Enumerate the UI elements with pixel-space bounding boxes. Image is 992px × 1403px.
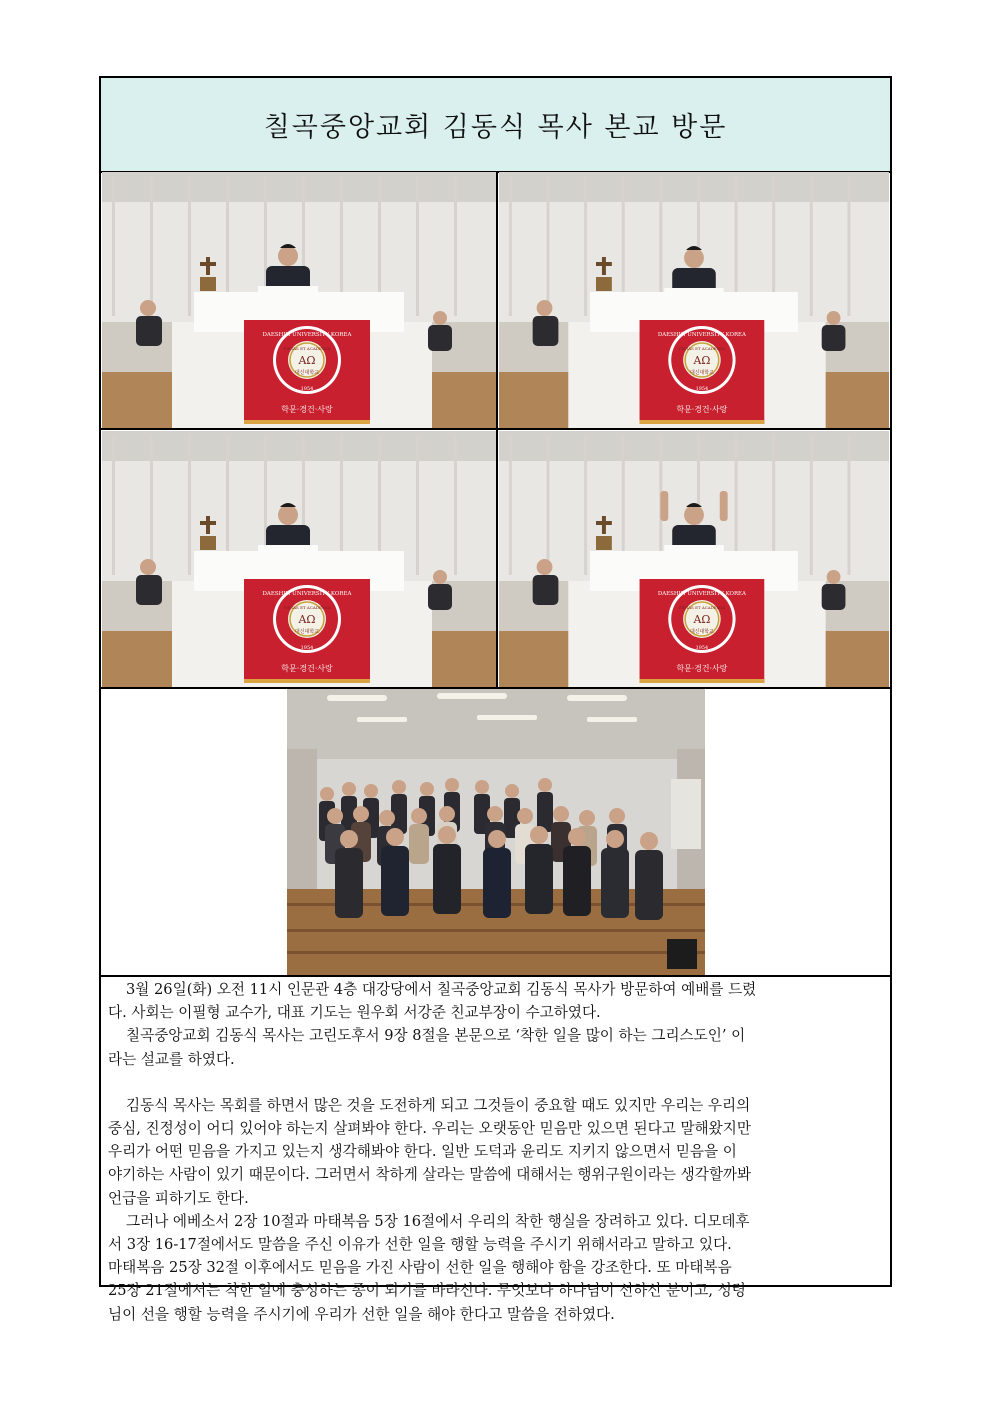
grid-divider-horizontal xyxy=(101,428,890,430)
banner-motto: PIETAS ET ACADEMIA xyxy=(678,604,726,611)
title-bar xyxy=(101,78,890,173)
text-line: 그러나 에베소서 2장 10절과 마태복음 5장 16절에서 우리의 착한 행실을 장려하고 있다. 디모데후 xyxy=(126,1212,750,1230)
banner-motto: PIETAS ET ACADEMIA xyxy=(283,605,331,610)
text-line: 우리가 어떤 믿음을 가지고 있는지 생각해봐야 한다. 일반 도덕과 윤리도 지키지 않으면서 믿음을 이 xyxy=(108,1143,737,1161)
banner-university: DAESHIN UNIVERSITY KOREA xyxy=(262,332,352,338)
banner-year: 1954 xyxy=(300,645,314,651)
photo-grid xyxy=(101,171,890,689)
banner-year: 1954 xyxy=(695,385,709,393)
banner-motto: PIETAS ET ACADEMIA xyxy=(283,346,331,351)
chapel-photo-image xyxy=(499,172,889,428)
banner-korean-name: 대신대학교 xyxy=(294,370,320,376)
document-frame xyxy=(99,76,892,1323)
text-line: 다. 사회는 이필형 교수가, 대표 기도는 원우회 서강준 친교부장이 수고하였다. xyxy=(108,1004,601,1022)
text-line: 3월 26일(화) 오전 11시 인문관 4층 대강당에서 칠곡중앙교회 김동식 목사가 방문하여 예배를 드렸 xyxy=(126,981,757,998)
banner-korean-name: 대신대학교 xyxy=(689,628,714,636)
banner-slogan: 학문·경건·사랑 xyxy=(676,663,728,674)
text-line: 25장 21절에서는 착한 일에 충성하는 종이 되기를 바라신다. 무엇보다 하나님이 선하신 분이고, 성령 xyxy=(108,1282,746,1300)
article-paragraph-4 xyxy=(108,1210,883,1326)
text-line: 서 3장 16-17절에서도 말씀을 주신 이유가 선한 일을 행할 능력을 주시기 위해서라고 말하고 있다. xyxy=(108,1236,732,1254)
banner-year: 1954 xyxy=(300,386,314,392)
text-line: 언급을 피하기도 한다. xyxy=(108,1189,249,1207)
text-line: 칠곡중앙교회 김동식 목사는 고린도후서 9장 8절을 본문으로 ‘착한 일을 많이 하는 그리스도인’ 이 xyxy=(126,1027,746,1045)
photo-pastor-speaking xyxy=(102,431,496,687)
article-paragraph-2 xyxy=(108,1024,883,1070)
group-photo-image xyxy=(287,689,705,975)
text-line: 님이 선을 행할 능력을 주시기에 우리가 선한 일을 해야 한다고 말씀을 전하였다. xyxy=(108,1305,615,1323)
group-photo xyxy=(287,689,705,975)
banner-motto: PIETAS ET ACADEMIA xyxy=(678,345,726,352)
text-line: 중심, 진정성이 어디 있어야 하는지 살펴봐야 한다. 우리는 오랫동안 믿음만 있으면 된다고 말해왔지만 xyxy=(108,1120,751,1138)
banner-university: DAESHIN UNIVERSITY KOREA xyxy=(657,590,746,598)
article-body xyxy=(101,975,890,1323)
text-line: 마태복음 25장 32절 이후에서도 믿음을 가진 사람이 선한 일을 행해야 함을 강조한다. 또 마태복음 xyxy=(108,1259,732,1277)
chapel-photo-image xyxy=(102,172,496,428)
grid-divider-vertical xyxy=(496,171,498,689)
banner-university: DAESHIN UNIVERSITY KOREA xyxy=(262,591,352,597)
page-title: 칠곡중앙교회 김동식 목사 본교 방문 xyxy=(263,112,728,143)
banner-year: 1954 xyxy=(695,644,709,652)
banner-alpha-omega: AΩ xyxy=(693,612,711,627)
text-line: 라는 설교를 하였다. xyxy=(108,1050,235,1068)
photo-pastor-praying xyxy=(499,172,889,428)
photo-pastor-benediction xyxy=(499,431,889,687)
article-paragraph-1 xyxy=(108,978,883,1024)
banner-slogan: 학문·경건·사랑 xyxy=(676,404,728,415)
banner-korean-name: 대신대학교 xyxy=(689,369,714,377)
photo-pastor-preaching xyxy=(102,172,496,428)
banner-korean-name: 대신대학교 xyxy=(294,629,320,635)
banner-alpha-omega: AΩ xyxy=(298,354,316,367)
chapel-photo-image xyxy=(102,431,496,687)
text-line: 김동식 목사는 목회를 하면서 많은 것을 도전하게 되고 그것들이 중요할 때도 있지만 우리는 우리의 xyxy=(126,1096,751,1114)
chapel-photo-image xyxy=(499,431,889,687)
banner-alpha-omega: AΩ xyxy=(693,353,711,368)
banner-alpha-omega: AΩ xyxy=(298,613,316,626)
banner-slogan: 학문·경건·사랑 xyxy=(281,664,333,673)
article-paragraph-3 xyxy=(108,1094,883,1210)
text-line: 야기하는 사람이 있기 때문이다. 그러면서 착하게 살라는 말씀에 대해서는 행위구원이라는 생각할까봐 xyxy=(108,1166,752,1184)
banner-slogan: 학문·경건·사랑 xyxy=(281,405,333,414)
banner-university: DAESHIN UNIVERSITY KOREA xyxy=(657,331,746,339)
